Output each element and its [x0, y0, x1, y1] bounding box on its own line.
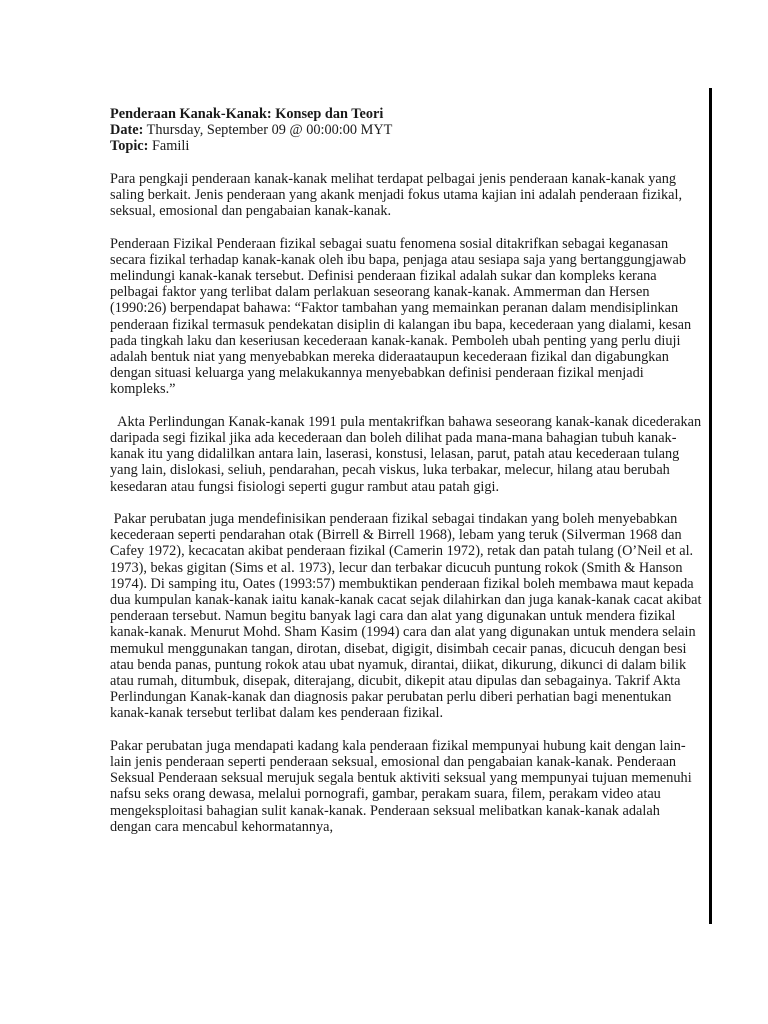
topic-label: Topic: [110, 138, 149, 155]
spacer [110, 722, 702, 738]
date-value: Thursday, September 09 @ 00:00:00 MYT [143, 122, 393, 139]
paragraph-intro: Para pengkaji penderaan kanak-kanak melihat terdapat pelbagai jenis penderaan kanak-kanak yang saling berkait. Jenis penderaan yang akank menjadi fokus utama kajian ini adalah penderaan fizikal, seksual, emosional dan pengabaian kanak-kanak. [110, 170, 683, 220]
paragraph-medical-definition: Pakar perubatan juga mendefinisikan penderaan fizikal sebagai tindakan yang boleh menyebabkan kecederaan seperti pendarahan otak (Birrell & Birrell 1968), lebam yang teruk (Silverman 1968 dan Cafey 1972), kecacatan akibat penderaan fizikal (Camerin 1972), retak dan patah tulang (O’Neil et al. 1973), bekas gigitan (Sims et al. 1973), lecur dan terbakar dicucuh puntung rokok (Smith & Hanson 1974). Di samping itu, Oates (1993:57) membuktikan penderaan fizikal boleh membawa maut kepada dua kumpulan kanak-kanak iaitu kanak-kanak cacat sejak dilahirkan dan juga kanak-kanak cacat akibat penderaan tersebut. Namun begitu banyak lagi cara dan alat yang digunakan untuk mendera fizikal kanak-kanak. Menurut Mohd. Sham Kasim (1994) cara dan alat yang digunakan untuk mendera selain memukul menggunakan tangan, dirotan, disebat, digigit, disimbah cecair panas, dicucuh dengan besi atau benda panas, puntung rokok atau ubat nyamuk, dirantai, diikat, dikurung, dikunci di dalam bilik atau rumah, ditumbuk, disepak, diterajang, dicubit, dikepit atau dipulas dan sebagainya. Takrif Akta Perlindungan Kanak-kanak dan diagnosis pakar perubatan perlu diberi perhatian bagi menentukan kanak-kanak tersebut terlibat dalam kes penderaan fizikal. [110, 511, 706, 722]
page-edge-line [709, 88, 712, 924]
date-line [110, 122, 702, 138]
topic-value: Famili [148, 138, 190, 155]
date-label: Date: [110, 122, 144, 139]
topic-line [110, 138, 702, 154]
paragraph-physical-abuse: Penderaan Fizikal Penderaan fizikal sebagai suatu fenomena sosial ditakrifkan sebagai keganasan secara fizikal terhadap kanak-kanak oleh ibu bapa, penjaga atau sesiapa saja yang bertanggungjawab melindungi kanak-kanak tersebut. Definisi penderaan fizikal adalah sukar dan kompleks kerana pelbagai faktor yang terlibat dalam perlakuan seseorang kanak-kanak. Ammerman dan Hersen (1990:26) berpendapat bahawa: “Faktor tambahan yang memainkan peranan dalam mendisiplinkan penderaan fizikal termasuk pendekatan disiplin di kalangan ibu bapa, kecederaan yang dialami, kesan pada tingkah laku dan keseriusan kecederaan kanak-kanak. Pemboleh ubah penting yang perlu diuji adalah bentuk niat yang menyebabkan mereka dideraataupun kecederaan fizikal dan digabungkan dengan situasi keluarga yang melakukannya menyebabkan definisi penderaan fizikal menjadi kompleks.” [110, 235, 692, 398]
spacer [110, 398, 702, 414]
document-body [110, 106, 706, 835]
document-title: Penderaan Kanak-Kanak: Konsep dan Teori [110, 106, 384, 122]
paragraph-sexual-abuse: Pakar perubatan juga mendapati kadang kala penderaan fizikal mempunyai hubung kait dengan lain-lain jenis penderaan seperti penderaan seksual, emosional dan pengabaian kanak-kanak. Penderaan Seksual Penderaan seksual merujuk segala bentuk aktiviti seksual yang mempunyai tujuan memenuhi nafsu seks orang dewasa, melalui pornografi, gambar, perakam suara, filem, perakam video atau mengeksploitasi bahagian sulit kanak-kanak. Penderaan seksual melibatkan kanak-kanak adalah dengan cara mencabul kehormatannya, [110, 737, 692, 835]
spacer [110, 155, 702, 171]
spacer [110, 219, 702, 235]
paragraph-child-protection-act: Akta Perlindungan Kanak-kanak 1991 pula mentakrifkan bahawa seseorang kanak-kanak dicederakan daripada segi fizikal jika ada kecederaan dan boleh dilihat pada mana-mana bahagian tubuh kanak-kanak itu yang didalilkan antara lain, laserasi, konstusi, lelasan, parut, patah atau kecederaan tulang yang lain, dislokasi, seliuh, pendarahan, pecah viskus, luka terbakar, melecur, hilang atau berubah kesedaran atau fungsi fisiologi seperti gugur rambut atau patah gigi. [110, 413, 705, 495]
spacer [110, 495, 702, 511]
